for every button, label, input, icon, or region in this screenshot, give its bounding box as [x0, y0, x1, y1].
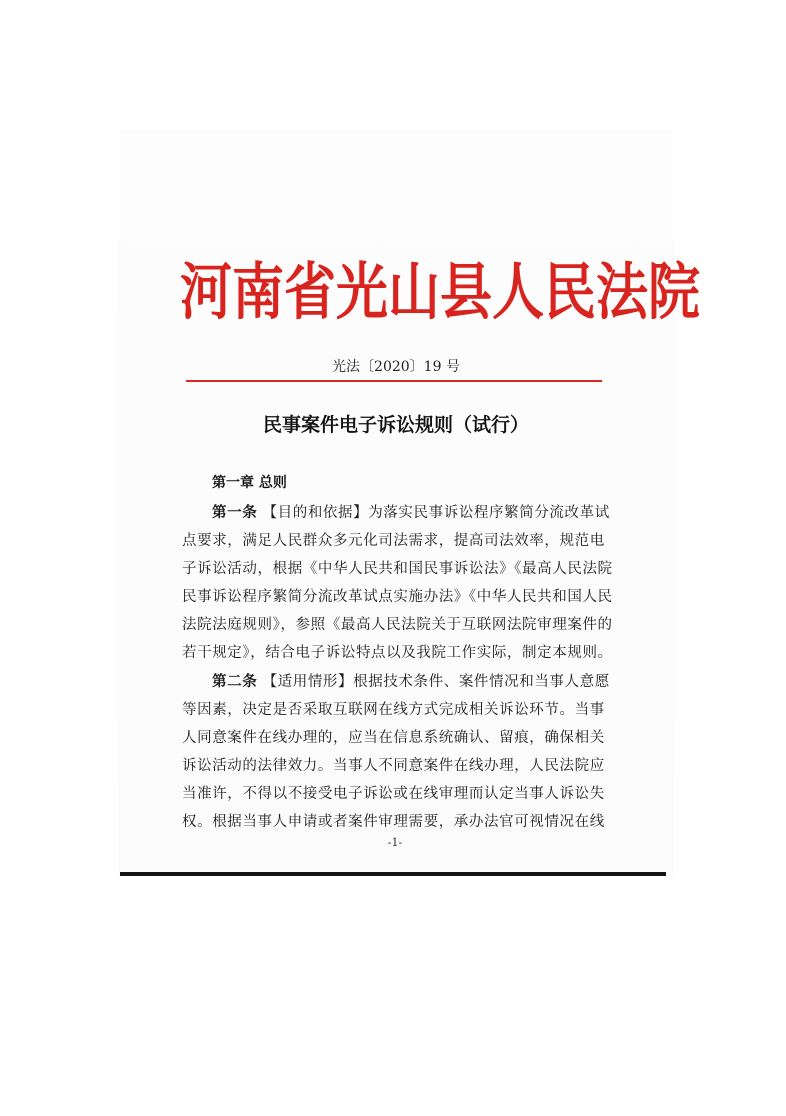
article-1-line-4: 民事诉讼程序繁简分流改革试点实施办法》《中华人民共和国人民	[182, 589, 613, 605]
article-1-line-5: 法院法庭规则》，参照《最高人民法院关于互联网法院审理案件的	[182, 617, 613, 633]
article-1-line-2: 点要求，满足人民群众多元化司法需求，提高司法效率，规范电	[182, 533, 605, 549]
issuing-organization-title: 河南省光山县人民法院	[180, 256, 701, 329]
article-2-line-2: 等因素，决定是否采取互联网在线方式完成相关诉讼环节。当事	[182, 702, 605, 718]
chapter-heading: 第一章 总则	[212, 475, 287, 491]
article-2-line-5: 当准许，不得以不接受电子诉讼或在线审理而认定当事人诉讼失	[182, 786, 605, 802]
article-2-line-6: 权。根据当事人申请或者案件审理需要，承办法官可视情况在线	[182, 814, 605, 830]
article-1-label: 第一条	[212, 505, 258, 521]
article-1-line-1: 第一条 【目的和依据】为落实民事诉讼程序繁简分流改革试	[212, 505, 610, 521]
document-title: 民事案件电子诉讼规则（试行）	[262, 414, 529, 436]
red-separator-line	[186, 380, 602, 382]
document-number: 光法〔2020〕19 号	[332, 359, 460, 375]
article-2-line-4: 诉讼活动的法律效力。当事人不同意案件在线办理，人民法院应	[182, 758, 605, 774]
article-2-label: 第二条	[212, 674, 258, 690]
bottom-scan-edge-line	[120, 872, 666, 876]
article-1-line-6: 若干规定》，结合电子诉讼特点以及我院工作实际，制定本规则。	[182, 645, 613, 661]
article-2-line-1: 第二条 【适用情形】根据技术条件、案件情况和当事人意愿	[212, 674, 610, 690]
page-number: -1-	[387, 836, 403, 849]
article-1-line-3: 子诉讼活动，根据《中华人民共和国民事诉讼法》《最高人民法院	[182, 561, 613, 577]
article-2-line-3: 人同意案件在线办理的，应当在信息系统确认、留痕，确保相关	[182, 730, 605, 746]
